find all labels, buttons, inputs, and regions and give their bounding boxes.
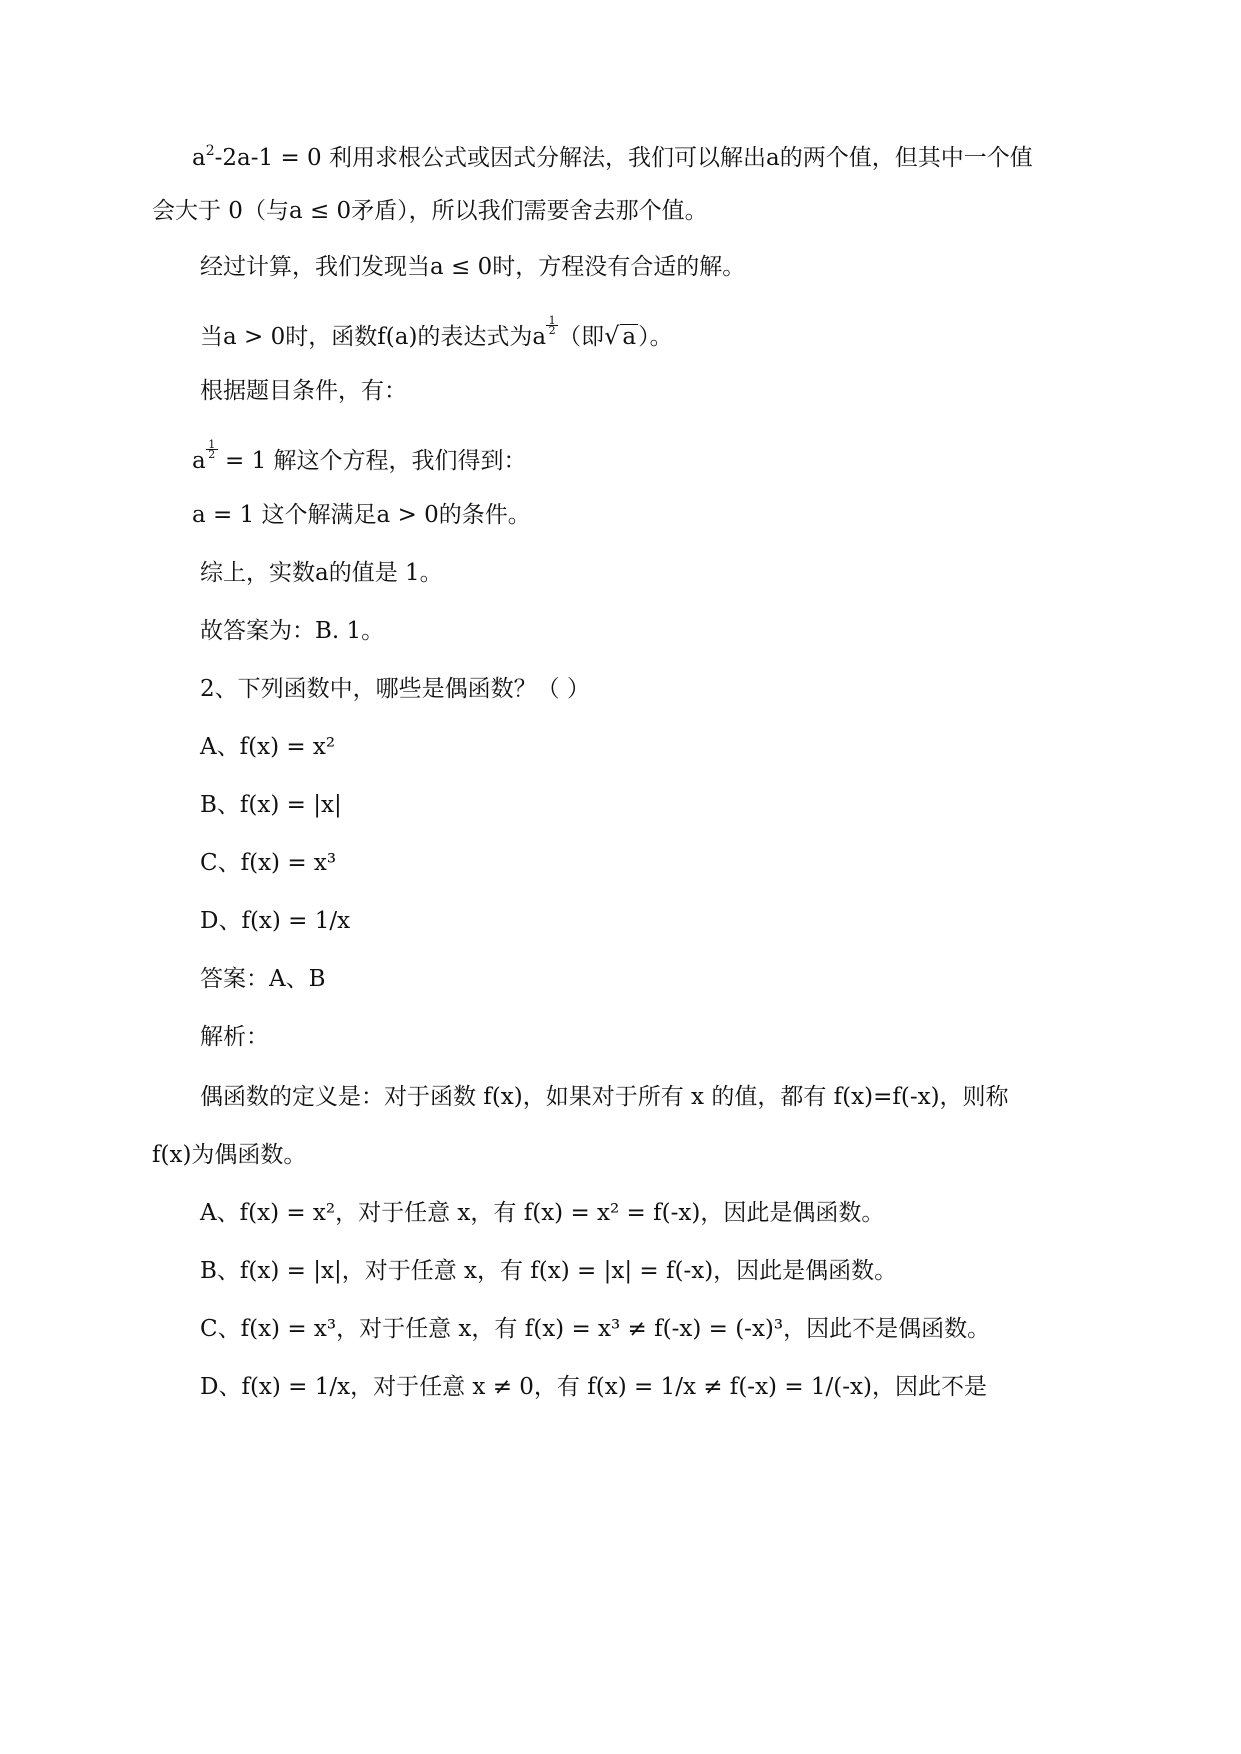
analysis-option-d: D、f(x) = 1/x，对于任意 x ≠ 0，有 f(x) = 1/x ≠ f(-x) = 1/(-x)，因此不是 <box>200 1374 987 1400</box>
fraction-numerator: 1 <box>546 316 558 326</box>
fraction-numerator: 1 <box>206 440 218 450</box>
radical-sign: √ <box>604 322 620 350</box>
answer-line: 答案：A、B <box>200 966 326 992</box>
exponent-two: 2 <box>205 143 215 159</box>
paragraph-line: 根据题目条件，有： <box>200 378 407 404</box>
analysis-heading: 解析： <box>200 1024 269 1050</box>
exponent-one-half <box>206 438 218 461</box>
option-d: D、f(x) = 1/x <box>200 908 351 934</box>
fraction-denominator: 2 <box>208 448 216 461</box>
paragraph-text: = 1 解这个方程，我们得到： <box>217 448 527 474</box>
variable-a: a <box>192 448 206 474</box>
paragraph-line: 会大于 0（与a ≤ 0矛盾），所以我们需要舍去那个值。 <box>152 198 708 224</box>
equation-line-half-power <box>0 440 1241 476</box>
paragraph-line: f(x)为偶函数。 <box>152 1142 307 1168</box>
analysis-option-c: C、f(x) = x³，对于任意 x，有 f(x) = x³ ≠ f(-x) = (-x)³，因此不是偶函数。 <box>200 1316 991 1342</box>
paragraph-line: 综上，实数a的值是 1。 <box>200 560 443 586</box>
option-a: A、f(x) = x² <box>200 734 336 760</box>
paragraph-text: ）。 <box>638 324 673 350</box>
answer-line: 故答案为：B. 1。 <box>200 618 385 644</box>
radicand: a <box>622 324 637 350</box>
paragraph-line: 经过计算，我们发现当a ≤ 0时，方程没有合适的解。 <box>200 254 746 280</box>
paragraph-text: 当a > 0时，函数f(a)的表达式为a <box>200 324 547 350</box>
paragraph-line-sqrt <box>0 316 1241 352</box>
paragraph-line: a = 1 这个解满足a > 0的条件。 <box>192 502 531 528</box>
fraction-denominator: 2 <box>548 324 556 337</box>
question-title: 2、下列函数中，哪些是偶函数？（ ） <box>200 676 590 702</box>
analysis-option-a: A、f(x) = x²，对于任意 x，有 f(x) = x² = f(-x)，因此是偶函数。 <box>200 1200 885 1226</box>
analysis-option-b: B、f(x) = |x|，对于任意 x，有 f(x) = |x| = f(-x)，因此是偶函数。 <box>200 1258 898 1284</box>
equation-line-quadratic <box>0 136 1241 173</box>
variable-a: a <box>192 145 206 171</box>
paragraph-text: （即 <box>558 324 605 350</box>
exponent-one-half <box>546 314 558 337</box>
option-c: C、f(x) = x³ <box>200 850 337 876</box>
paragraph-line: 偶函数的定义是：对于函数 f(x)，如果对于所有 x 的值，都有 f(x)=f(-x)，则称 <box>200 1084 1009 1110</box>
option-b: B、f(x) = |x| <box>200 792 342 818</box>
paragraph-text: -2a-1 = 0 利用求根公式或因式分解法，我们可以解出a的两个值，但其中一个值 <box>214 145 1033 171</box>
